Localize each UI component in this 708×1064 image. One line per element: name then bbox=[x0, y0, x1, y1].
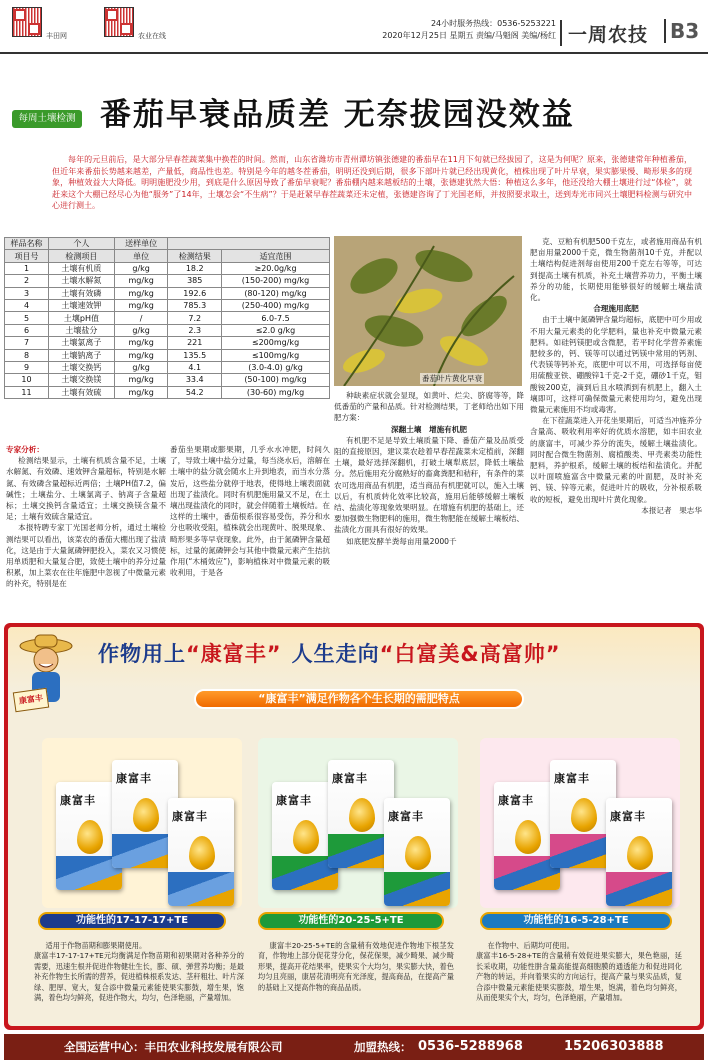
slogan-part: 作物用上 bbox=[98, 642, 186, 666]
paragraph: 种缺素症状就会显现，如黄叶、烂尖、脐腐等等，降低番茄的产量和品质。针对检测结果，丁老师给出如下用肥方案： bbox=[334, 391, 524, 423]
table-cell: mg/kg bbox=[114, 287, 168, 299]
table-cell: 土壤有效磷 bbox=[49, 287, 115, 299]
table-row bbox=[5, 374, 330, 386]
table-cell: 土壤盐分 bbox=[49, 324, 115, 336]
table-cell: 192.6 bbox=[168, 287, 222, 299]
bag-stripe bbox=[168, 872, 234, 906]
fertilizer-bag bbox=[384, 798, 450, 906]
footer-phone-2: 15206303888 bbox=[564, 1039, 664, 1054]
table-cell: 33.4 bbox=[168, 374, 222, 386]
mascot-sign: 康富丰 bbox=[13, 688, 49, 713]
table-row bbox=[5, 324, 330, 336]
product-text: 康富丰16-5-28+TE的含量稍有效促进果实膨大，果色艳丽，延长采收期，功能性肼含量高能提高细胞膜的通透能力和促进同化产物的转运，并向着果实的方向运行，提高产量与果实品质，复合添中微量元素能使果实膨鼓，增生果，饱满，着色均匀鲜亮，从而使果实个大，均匀，色泽艳丽，产量增加。 bbox=[476, 951, 682, 1003]
slogan-part: 人生走向 bbox=[291, 642, 380, 666]
product-desc-3 bbox=[476, 941, 682, 1025]
lead-paragraph: 每年的元旦前后，是大部分早春茬蔬菜集中换茬的时间。然而，山东省潍坊市青州谭坊镇张德建的番茄早在11月下旬就已经拔园了，这是为何呢？原来，张德建常年种植番茄，但近年来番茄长势越来越差，产量低，商品性也差。特别是今年的越冬茬番茄，明明还没到后期，很多下部叶片就已经出现黄化，植株出现了叶片早衰，果实膨果慢、畸形果多的现象，种植效益大大降低。明明施肥没少用，到底是什么原因导致了番茄早衰呢？番茄棚内越来越板结的土壤，张德建犹然大悟：种植这么多年，他还没给大棚土壤进行过“体检”，就赶来这个大棚已经尽心为他“服务”了14年，土壤怎会“不生病”？于是赶紧早春茬蔬菜还未定植，张德建咨询了丁光国老师，并按照要求取土，送到寿光市同兴土壤肥料检测与研究中心进行测土。 bbox=[52, 155, 692, 210]
tomato-leaf-photo bbox=[334, 236, 522, 386]
table-cell: mg/kg bbox=[114, 337, 168, 349]
section-name: 一周农技 bbox=[568, 24, 649, 46]
table-row bbox=[5, 312, 330, 324]
paragraph: 检测结果显示，土壤有机质含量不足，土壤水解氮、有效磷、速效钾含量超标，特别是水解氮、有效磷含量超标近两倍；土壤PH值7.2，偏碱性；土壤盐分、土壤氯离子、钠离子含量超标；土壤交换钙含量适宜；土壤交换镁含量不足；土壤有效硫含量适宜。 bbox=[6, 456, 166, 522]
table-cell: 土壤交换钙 bbox=[49, 361, 115, 373]
paragraph: 克、豆粕有机肥500千克左，或者施用商品有机肥亩用量2000千克，微生物菌剂10千克，并配以土壤结构促进剂每亩使用200千克左右等等，可达到提高土壤有机质，补充土壤营养功力，平衡土壤养分的功能，长期使用能够很好的缓解土壤盐渍化。 bbox=[530, 237, 702, 303]
paragraph: 在下茬蔬菜进入开花坐果期后，可适当冲施养分含量高、吸收利用率好的优质水溶肥，如丰田农业的康富丰，可减少养分的流失，缓解土壤盐渍化。同时配合微生物菌剂、腐植酸类、甲壳素类功能性肥料，养护根系，缓解土壤的板结和盐渍化。并配以叶面喷施富含中微量元素的叶面肥，及时补充钙、镁、锌等元素，促进叶片的吸收，分补根系吸收的短板，避免出现叶片黄化现象。 bbox=[530, 416, 702, 504]
table-cell: (50-100) mg/kg bbox=[222, 374, 330, 386]
droplet-icon bbox=[515, 820, 541, 854]
table-header: 项目号 bbox=[5, 250, 49, 262]
table-cell: 54.2 bbox=[168, 386, 222, 398]
table-cell: g/kg bbox=[114, 324, 168, 336]
paragraph: 有机肥不足是导致土壤质量下降、番茄产量及品质受阻的直接原因，建议菜农趁着早春茬蔬菜未定植前，深翻土壤，最好选择深翻机，打破土壤犁底层，降低土壤盐分。然后施用充分腐熟好的畜禽粪肥和秸秆，有条件的菜农可选用商品有机肥，适当商品有机肥就可以，施入土壤以后，有机质转化效率比较高，施用后能够缓解土壤板结、盐渍化等现象效果明显。在增施有机肥的基础上，还要加强微生物肥料的施用，微生物肥能在缓解土壤板结、盐渍化方面具有很好的效果。 bbox=[334, 435, 524, 535]
droplet-icon bbox=[571, 798, 597, 832]
table-top-cell: 个人 bbox=[49, 238, 115, 250]
table-cell: / bbox=[114, 312, 168, 324]
table-cell: 土壤钠离子 bbox=[49, 349, 115, 361]
subheading: 合理施用底肥 bbox=[593, 304, 639, 314]
section-tag: 每周土壤检测 bbox=[12, 110, 82, 128]
table-cell: 385 bbox=[168, 275, 222, 287]
table-cell: 6 bbox=[5, 324, 49, 336]
fertilizer-bag bbox=[168, 798, 234, 906]
qr-code-1 bbox=[12, 7, 42, 37]
table-cell: 4.1 bbox=[168, 361, 222, 373]
table-cell: 土壤有效硫 bbox=[49, 386, 115, 398]
droplet-icon bbox=[77, 820, 103, 854]
header-divider bbox=[560, 20, 562, 46]
table-cell: 土壤交换镁 bbox=[49, 374, 115, 386]
table-row bbox=[5, 361, 330, 373]
table-cell: mg/kg bbox=[114, 386, 168, 398]
article-column-4 bbox=[530, 236, 702, 618]
table-cell: 土壤氯离子 bbox=[49, 337, 115, 349]
table-cell: 7.2 bbox=[168, 312, 222, 324]
table-cell: (150-200) mg/kg bbox=[222, 275, 330, 287]
droplet-icon bbox=[293, 820, 319, 854]
table-cell: g/kg bbox=[114, 361, 168, 373]
table-cell: 785.3 bbox=[168, 299, 222, 311]
table-cell: 6.0-7.5 bbox=[222, 312, 330, 324]
table-cell: (30-60) mg/kg bbox=[222, 386, 330, 398]
table-row bbox=[5, 262, 330, 274]
paragraph: 如底肥发酵羊粪每亩用量2000千 bbox=[346, 536, 457, 546]
table-cell: ≤100mg/kg bbox=[222, 349, 330, 361]
byline: 本报记者 果志华 bbox=[641, 505, 702, 515]
table-row bbox=[5, 299, 330, 311]
table-cell: 2 bbox=[5, 275, 49, 287]
footer-phone-1: 0536-5288968 bbox=[418, 1039, 523, 1054]
table-row bbox=[5, 386, 330, 398]
table-cell: (80-120) mg/kg bbox=[222, 287, 330, 299]
table-cell: (250-400) mg/kg bbox=[222, 299, 330, 311]
table-cell: 土壤速效钾 bbox=[49, 299, 115, 311]
table-cell: 2.3 bbox=[168, 324, 222, 336]
table-top-cell: 送样单位 bbox=[114, 238, 168, 250]
qr-code-2 bbox=[104, 7, 134, 37]
table-cell: ≥20.0g/kg bbox=[222, 262, 330, 274]
product-lead: 适用于作物苗期和膨果期使用。 bbox=[45, 941, 147, 950]
droplet-icon bbox=[405, 836, 431, 870]
table-top-cell bbox=[168, 238, 330, 250]
table-cell: g/kg bbox=[114, 262, 168, 274]
table-row bbox=[5, 275, 330, 287]
subheading: 深翻土壤 增施有机肥 bbox=[391, 424, 467, 434]
table-header: 检测项目 bbox=[49, 250, 115, 262]
bag-brand: 康富丰 bbox=[60, 794, 96, 807]
product-title-1: 功能性的17-17-17+TE bbox=[38, 912, 226, 930]
product-desc-1 bbox=[34, 941, 244, 1025]
droplet-icon bbox=[189, 836, 215, 870]
bag-brand: 康富丰 bbox=[332, 772, 368, 785]
table-cell: 土壤pH值 bbox=[49, 312, 115, 324]
product-title-3: 功能性的16-5-28+TE bbox=[480, 912, 672, 930]
leaf-illustration bbox=[334, 236, 522, 386]
table-cell: mg/kg bbox=[114, 299, 168, 311]
product-lead: 在作物中、后期均可使用。 bbox=[487, 941, 574, 950]
table-row bbox=[5, 287, 330, 299]
table-cell: 8 bbox=[5, 349, 49, 361]
paragraph: 番茄坐果期或膨果期，几乎水水冲肥，时间久了，导致土壤中盐分过量，每当浇水后，溶解在土壤中的盐分就会随水上升到地表，而当水分蒸发后，这些盐分就停于地表，使得地上壤表面就出现了盐渍化。同时有机肥施用量又不足，在土壤出现盐渍化的同时，就会伴随着土壤板结。在这样的土壤中，番茄根系很容易受伤，养分和水分也吸收受阻，植株就会出现黄叶、脱果现象、畸形果多等早衰现象。此外，由于氮磷钾含量超标，过量的氮磷钾会与其他中微量元素产生拮抗作用(“木桶效应”)，影响植株对中微量元素的吸收利用，于是各 bbox=[170, 445, 330, 578]
bag-brand: 康富丰 bbox=[554, 772, 590, 785]
footer-company: 全国运营中心：丰田农业科技发展有限公司 bbox=[64, 1040, 283, 1054]
table-cell: ≤2.0 g/kg bbox=[222, 324, 330, 336]
slogan-brand: “康富丰” bbox=[186, 642, 282, 666]
article-column-2 bbox=[170, 444, 330, 618]
product-desc-2 bbox=[258, 941, 454, 1025]
droplet-icon bbox=[349, 798, 375, 832]
table-cell: 10 bbox=[5, 374, 49, 386]
table-cell: 土壤有机质 bbox=[49, 262, 115, 274]
bag-brand: 康富丰 bbox=[498, 794, 534, 807]
fertilizer-bag bbox=[606, 798, 672, 906]
bag-brand: 康富丰 bbox=[172, 810, 208, 823]
table-top-cell: 样品名称 bbox=[5, 238, 49, 250]
table-cell: 11 bbox=[5, 386, 49, 398]
table-cell: 9 bbox=[5, 361, 49, 373]
bag-brand: 康富丰 bbox=[388, 810, 424, 823]
bag-stripe bbox=[384, 872, 450, 906]
table-cell: 135.5 bbox=[168, 349, 222, 361]
table-cell: (3.0-4.0) g/kg bbox=[222, 361, 330, 373]
article-column-3 bbox=[334, 390, 524, 618]
table-row bbox=[5, 337, 330, 349]
table-header: 检测结果 bbox=[168, 250, 222, 262]
footer-bar bbox=[4, 1034, 704, 1060]
photo-caption: 番茄叶片黄化早衰 bbox=[422, 374, 482, 383]
header-rule bbox=[0, 52, 708, 54]
table-cell: 3 bbox=[5, 287, 49, 299]
footer-hotline-label: 加盟热线： bbox=[354, 1040, 412, 1054]
droplet-icon bbox=[133, 798, 159, 832]
droplet-icon bbox=[627, 836, 653, 870]
table-cell: ≤200mg/kg bbox=[222, 337, 330, 349]
table-cell: 土壤水解氮 bbox=[49, 275, 115, 287]
table-cell: 1 bbox=[5, 262, 49, 274]
table-cell: 221 bbox=[168, 337, 222, 349]
product-title-2: 功能性的20-25-5+TE bbox=[258, 912, 444, 930]
paragraph: 由于土壤中氮磷钾含量均超标，底肥中可少用或不用大量元素类的化学肥料，量也补充中微量元素肥料。如硅钙镁肥或含微肥，若平时化学营养素施肥较多的，钙、镁等可以通过钙镁中常用的钙剂、代表镁等钙补充，底肥中可以不用，可选择每亩使用硫酸亚铁、硼酸锌1千克-2千克，硼砂1千克，钼酸铵200克，滴到后且水喷洒到有机肥上，翻入土壤即可，这样可确保微量元素使用均匀，避免出现微量元素施用不均或毒害。 bbox=[530, 315, 702, 415]
table-cell: mg/kg bbox=[114, 349, 168, 361]
product-text: 康富丰20-25-5+TE的含量稍有效地促进作物地下根茎发育，作物地上部分促花芽分化，保花保果，减少畸果、减少畸形果，提高开花结果率，使果实个大均匀，果实膨大快，着色均匀且亮丽，康居花清明亮有光泽度，提高商品，在提高产量的基础上又提高作物的商品品质。 bbox=[258, 941, 454, 992]
paragraph: 本报特聘专家丁光国老师分析，通过土壤检测结果可以看出，该菜农的番茄大棚出现了盐渍化，这是由于大量氮磷钾肥投入，菜农又习惯使用单质肥和大量复合肥，致使土壤中的养分过量积累，加上菜农在往年施肥中忽视了中微量元素的补充，特别是在 bbox=[6, 523, 166, 589]
table-cell: 18.2 bbox=[168, 262, 222, 274]
soil-test-table bbox=[4, 237, 330, 399]
bag-brand: 康富丰 bbox=[276, 794, 312, 807]
table-row bbox=[5, 349, 330, 361]
ad-subtitle: “康富丰”满足作物各个生长期的需肥特点 bbox=[194, 689, 524, 709]
product-text: 康富丰17-17-17+TE元均衡满足作物苗期和初果期对各种养分的需要，迅速生根并促进作物健壮生长，膨、硕、弹营养均衡；是最补充作物生长所需的营养，促进植株根系发达、茎秆粗壮、叶片深绿、肥厚、宽大，复合添中微量元素能使果实膨鼓，增生果，饱满，着色均匀鲜亮，促进作物大，均匀，色泽艳丽，产量增加。 bbox=[34, 951, 244, 1003]
table-cell: mg/kg bbox=[114, 275, 168, 287]
bag-brand: 康富丰 bbox=[610, 810, 646, 823]
bag-stripe bbox=[606, 872, 672, 906]
dateline: 2020年12月25日 星期五 责编/马魁阁 美编/杨红 bbox=[382, 31, 556, 40]
ad-slogan bbox=[98, 638, 698, 668]
article-column-1 bbox=[6, 444, 166, 618]
headline: 番茄早衰品质差 无奈拔园没效益 bbox=[100, 97, 575, 133]
bag-brand: 康富丰 bbox=[116, 772, 152, 785]
table-cell: 7 bbox=[5, 337, 49, 349]
table-cell: mg/kg bbox=[114, 374, 168, 386]
hotline: 24小时服务热线：0536-5253221 bbox=[430, 19, 556, 28]
table-cell: 5 bbox=[5, 312, 49, 324]
page-number: B3 bbox=[664, 19, 699, 43]
slogan-end: “白富美&高富帅” bbox=[379, 642, 561, 666]
qr-label-2: 农业在线 bbox=[138, 32, 166, 40]
analysis-heading: 专家分析： bbox=[6, 445, 44, 454]
qr-label-1: 丰田网 bbox=[46, 32, 67, 40]
table-cell: 4 bbox=[5, 299, 49, 311]
table-header: 单位 bbox=[114, 250, 168, 262]
table-header: 适宜范围 bbox=[222, 250, 330, 262]
